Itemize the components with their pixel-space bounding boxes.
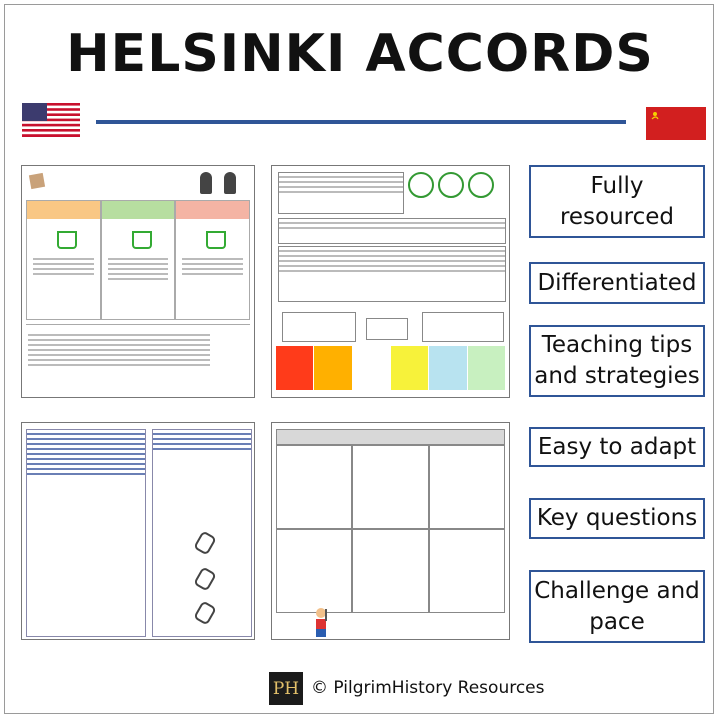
feature-differentiated: Differentiated xyxy=(529,262,705,304)
feature-challenge-and-pace: Challenge and pace xyxy=(529,570,705,643)
statement-cell xyxy=(276,529,352,613)
leader-portrait-icon xyxy=(200,172,212,194)
head-icon xyxy=(438,172,464,198)
argument-box xyxy=(278,246,506,302)
usa-flag-icon xyxy=(22,103,80,137)
statement-cell xyxy=(276,445,352,529)
ussr-flag-icon xyxy=(646,107,706,140)
statement-cell xyxy=(429,445,505,529)
feature-teaching-tips: Teaching tips and strategies xyxy=(529,325,705,397)
basket-icon xyxy=(57,231,77,249)
pilgrim-history-logo-icon: PH xyxy=(269,672,303,705)
title-divider xyxy=(96,120,626,124)
column-header xyxy=(102,201,175,219)
find-and-fix-header xyxy=(276,429,505,445)
column-header xyxy=(176,201,249,219)
opinion-box xyxy=(366,318,408,340)
column-header xyxy=(27,201,100,219)
leader-portrait-icon xyxy=(224,172,236,194)
worksheet-header xyxy=(26,170,250,204)
statement-cell xyxy=(352,445,428,529)
head-icon xyxy=(408,172,434,198)
stamp-icon xyxy=(29,173,45,189)
worksheet-preview-narrative xyxy=(21,422,255,640)
statement-cell xyxy=(429,529,505,613)
basket-icon xyxy=(132,231,152,249)
worksheet-preview-helsinki-accords xyxy=(21,165,255,398)
worksheet-questions xyxy=(26,324,250,395)
statement-cell xyxy=(352,529,428,613)
page-title: HELSINKI ACCORDS xyxy=(66,24,654,84)
basket-icon xyxy=(206,231,226,249)
head-icon xyxy=(468,172,494,198)
basket-column xyxy=(175,200,250,320)
footer-credit: © PilgrimHistory Resources xyxy=(311,678,545,698)
basket-columns xyxy=(26,200,250,320)
opinion-box xyxy=(282,312,356,342)
argument-box xyxy=(278,172,404,214)
feature-easy-to-adapt: Easy to adapt xyxy=(529,427,705,467)
opinion-box xyxy=(422,312,504,342)
basket-column xyxy=(26,200,101,320)
worksheet-preview-find-and-fix xyxy=(271,422,510,640)
worker-hammer-icon xyxy=(310,607,332,637)
basket-column xyxy=(101,200,176,320)
significance-scale xyxy=(276,346,505,390)
argument-box xyxy=(278,218,506,244)
feature-key-questions: Key questions xyxy=(529,498,705,539)
worksheet-preview-arguments xyxy=(271,165,510,398)
find-and-fix-grid xyxy=(276,445,505,613)
narrative-task-box xyxy=(26,429,146,637)
feature-fully-resourced: Fully resourced xyxy=(529,165,705,238)
